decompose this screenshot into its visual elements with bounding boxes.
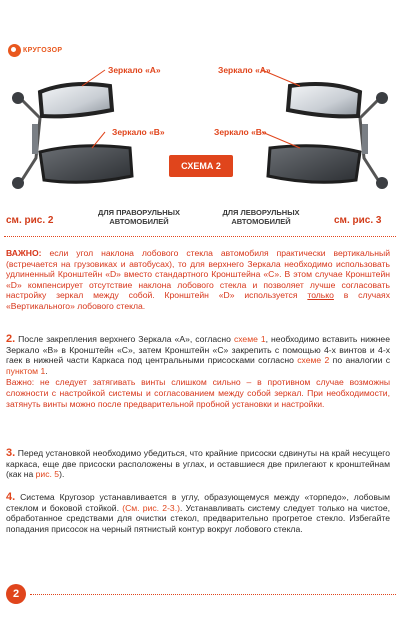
vehicle-label-line: ДЛЯ ПРАВОРУЛЬНЫХ xyxy=(98,208,180,217)
left-suction-cup xyxy=(12,92,24,104)
step-number: 4. xyxy=(6,491,16,503)
step-4-paragraph xyxy=(6,492,390,534)
step-text: Перед установкой необходимо убедиться, что крайние присоски сдвинуты на край несущего каркаса, еще две присоски расположены в углах, и оставшиеся две прилегают к кронштейнам (как на xyxy=(6,448,390,480)
scheme-1-reference: схеме 1 xyxy=(233,334,266,344)
left-mirror-b-label: Зеркало «В» xyxy=(112,127,165,137)
warning-only-word: только xyxy=(307,290,334,301)
section-divider xyxy=(4,236,396,237)
step-3-paragraph xyxy=(6,448,390,480)
warning-paragraph xyxy=(6,248,390,312)
left-mirror-a-label: Зеркало «А» xyxy=(108,65,161,75)
vehicle-label-line: ДЛЯ ЛЕВОРУЛЬНЫХ xyxy=(222,208,300,217)
right-mirror-a-label: Зеркало «А» xyxy=(218,65,271,75)
step-number: 2. xyxy=(6,333,16,345)
warning-text: если угол наклона лобового стекла автомобиля практически вертикальный (встречается на грузовиках и автобусах), то для верхнего Зеркала необходимо использовать удлиненный Кронштейн «D» вместо стандартного Кронштейна «С». В этом случае Кронштейн «D» компенсирует отсутствие наклона лобового стекла и позволяет лучше согласовать настройку зеркал между собой. Кронштейн «D» используется xyxy=(6,248,390,301)
vehicle-label-line: АВТОМОБИЛЕЙ xyxy=(231,217,291,226)
see-figure-3: см. рис. 3 xyxy=(334,215,382,226)
right-bracket xyxy=(362,124,368,154)
mirror-scheme-diagram xyxy=(0,58,400,238)
right-suction-cup xyxy=(376,92,388,104)
step-text: ). xyxy=(59,469,65,480)
left-bracket xyxy=(32,124,38,154)
right-hand-drive-label xyxy=(84,208,194,226)
step-text: . Устанавливать систему следует только на чистое, обработанное средствами для очистки стекол, предварительно прогретое стекло. Избегайте попадания присосок на черный пятнистый контур вокруг лобового стекла. xyxy=(6,502,390,534)
logo-icon xyxy=(8,44,21,57)
step-text: , необходимо вставить нижнее Зеркало «В» в Кронштейн «С», затем Кронштейн «С» закрепить с помощью 4-х винтов и 4-х гаек в нижней части Каркаса под центральными присосками согласно xyxy=(6,334,390,366)
right-mirror-b-label: Зеркало «В» xyxy=(214,127,267,137)
right-mirror-a xyxy=(288,84,360,116)
left-hand-drive-label xyxy=(206,208,316,226)
left-mirror-b xyxy=(40,146,132,183)
scheme-2-reference: схеме 2 xyxy=(297,355,330,366)
left-suction-cup xyxy=(12,177,24,189)
step-text: После закрепления верхнего Зеркала «А», согласно xyxy=(15,334,234,344)
right-mirror-b xyxy=(268,146,360,183)
step-number: 3. xyxy=(6,447,16,459)
right-suction-cup xyxy=(376,177,388,189)
left-mirror-a xyxy=(40,84,112,116)
page-number-badge: 2 xyxy=(6,584,26,604)
item-1-reference: пунктом 1 xyxy=(6,365,46,376)
logo-text: КРУГОЗОР xyxy=(23,47,63,54)
step-text: . xyxy=(45,365,48,376)
footer-divider xyxy=(30,594,396,595)
figure-5-reference: рис. 5 xyxy=(35,469,60,480)
scheme-2-badge: СХЕМА 2 xyxy=(169,155,233,177)
step-text: по аналогии с xyxy=(329,355,391,366)
warning-label: ВАЖНО: xyxy=(6,248,42,258)
vehicle-label-line: АВТОМОБИЛЕЙ xyxy=(109,217,169,226)
brand-logo xyxy=(8,44,62,57)
step-text: Система Кругозор устанавливается в углу, образующемуся между «торпедо», лобовым стеклом и боковой стойкой. xyxy=(6,492,390,513)
right-mirror-assembly xyxy=(262,70,388,189)
step-2-paragraph xyxy=(6,334,390,409)
warning-text: в случаях «Вертикального» лобового стекла. xyxy=(6,290,390,311)
see-figure-2: см. рис. 2 xyxy=(6,215,54,226)
step-2-caution: Важно: не следует затягивать винты слишком сильно – в противном случае возможны сложности с настройкой системы и согласованием между собой зеркал. При необходимости, затянуть винты можно после предварительной пробной установки и настройки. xyxy=(6,377,390,409)
figures-2-3-reference: (См. рис. 2-3.) xyxy=(122,502,180,513)
